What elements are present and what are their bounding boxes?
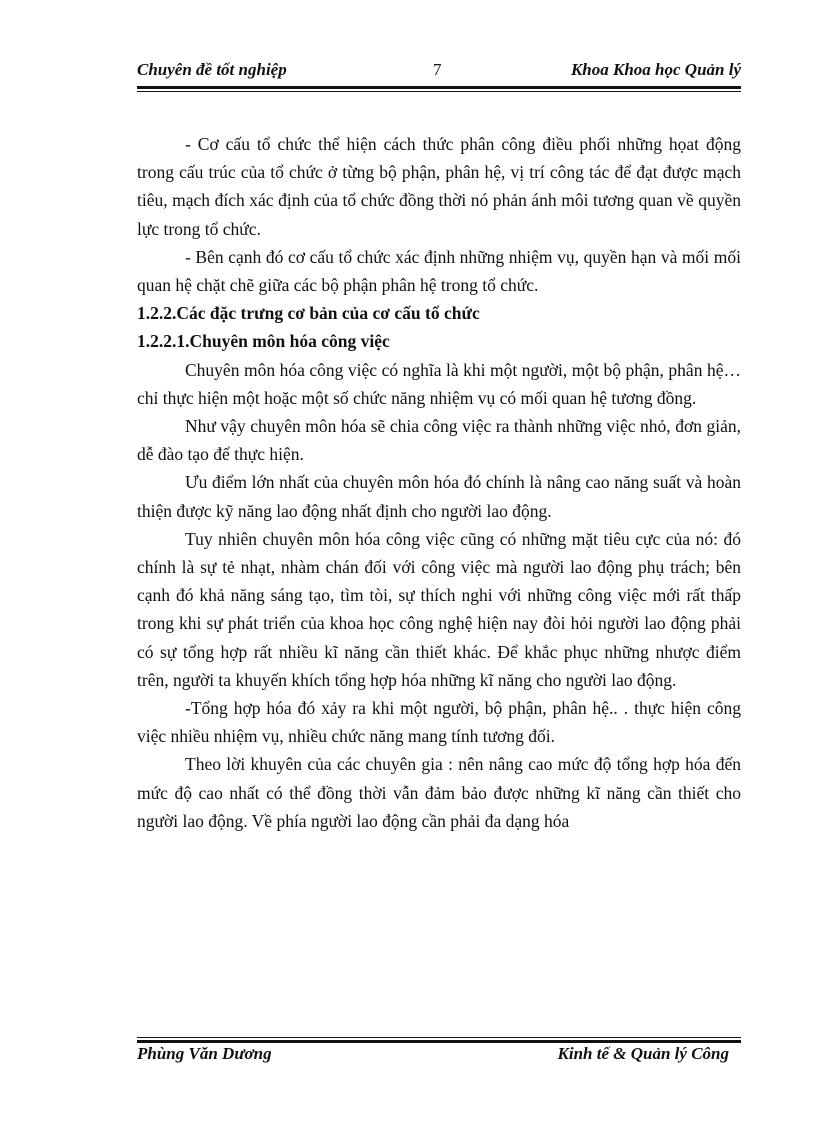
body-text — [137, 130, 741, 835]
footer-rule-thick — [137, 1040, 741, 1043]
paragraph: Ưu điểm lớn nhất của chuyên môn hóa đó chính là nâng cao năng suất và hoàn thiện được kỹ năng lao động nhất định cho người lao động. — [137, 472, 741, 521]
footer-rule-thin — [137, 1037, 741, 1038]
paragraph: - Bên cạnh đó cơ cấu tổ chức xác định những nhiệm vụ, quyền hạn và mối mối quan hệ chặt chẽ giữa các bộ phận phân hệ trong tổ chức. — [137, 246, 741, 296]
paragraph: Như vậy chuyên môn hóa sẽ chia công việc ra thành những việc nhỏ, đơn giản, dễ đào tạo để thực hiện. — [137, 416, 741, 465]
header-faculty: Khoa Khoa học Quản lý — [570, 60, 741, 79]
page-footer — [137, 1044, 729, 1070]
header-rule-thin — [137, 91, 741, 92]
paragraph: - Cơ cấu tổ chức thể hiện cách thức phân công điều phối những họat động trong cấu trúc của tổ chức ở từng bộ phận, phân hệ, vị trí công tác để đạt được mạch tiêu, mạch đích xác định của tổ chức đồng thời nó phản ánh môi tương quan về quyền lực trong tổ chức. — [137, 134, 741, 239]
header-thesis-title: Chuyên đề tốt nghiệp — [137, 60, 287, 79]
header-rule-thick — [137, 86, 741, 89]
footer-author: Phùng Văn Dương — [137, 1044, 272, 1063]
paragraph: Chuyên môn hóa công việc có nghĩa là khi một người, một bộ phận, phân hệ…chỉ thực hiện một hoặc một số chức năng nhiệm vụ có mối quan hệ tương đồng. — [137, 359, 741, 408]
footer-program: Kinh tế & Quản lý Công — [557, 1044, 729, 1063]
paragraph: Tuy nhiên chuyên môn hóa công việc cũng có những mặt tiêu cực của nó: đó chính là sự tẻ nhạt, nhàm chán đối với công việc mà người lao động phụ trách; bên cạnh đó khả năng sáng tạo, tìm tòi, sự thích nghi với những công việc mới rất thấp trong khi sự phát triển của khoa học công nghệ hiện nay đòi hỏi người lao động phải có sự tổng hợp rất nhiều kĩ năng cần thiết khác. Để khắc phục những nhược điểm trên, người ta khuyến khích tổng hợp hóa những kĩ năng cho người lao động. — [137, 528, 741, 690]
page-number: 7 — [433, 60, 442, 79]
page-header — [137, 60, 741, 86]
section-heading: 1.2.2.Các đặc trưng cơ bản của cơ cấu tổ chức — [137, 303, 480, 324]
subsection-heading: 1.2.2.1.Chuyên môn hóa công việc — [137, 331, 390, 352]
paragraph: Theo lời khuyên của các chuyên gia : nên nâng cao mức độ tổng hợp hóa đến mức độ cao nhất có thể đồng thời vẫn đảm bảo được những kĩ năng cần thiết cho người lao động. Về phía người lao động cần phải đa dạng hóa — [137, 754, 741, 831]
paragraph: -Tổng hợp hóa đó xảy ra khi một người, bộ phận, phân hệ.. . thực hiện công việc nhiều nhiệm vụ, nhiều chức năng mang tính tương đối. — [137, 698, 741, 747]
